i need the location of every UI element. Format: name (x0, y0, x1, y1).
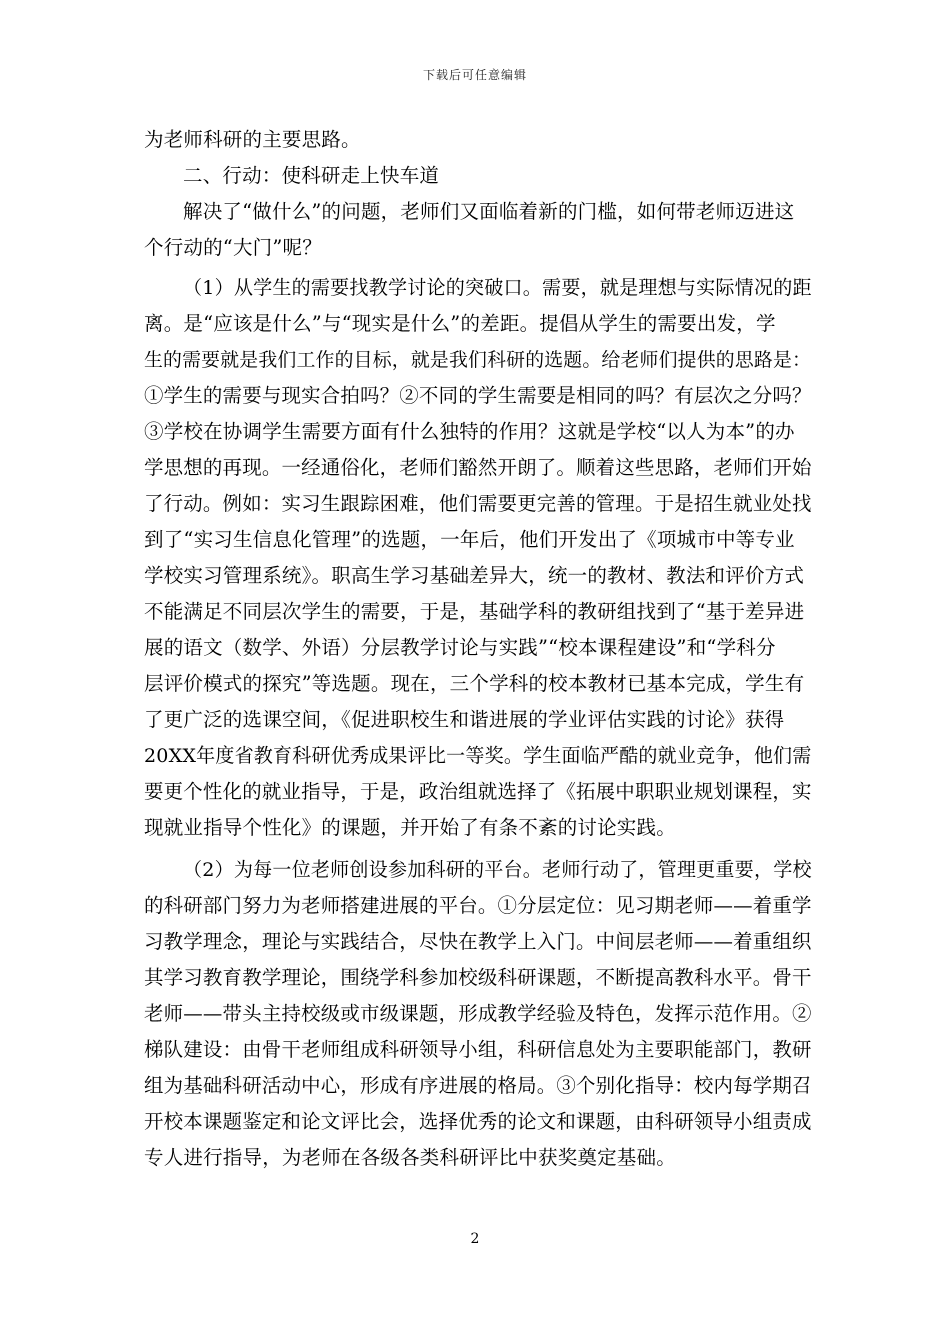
text-line: （2）为每一位老师创设参加科研的平台。老师行动了，管理更重要，学校 (183, 859, 812, 881)
text-line: 专人进行指导，为老师在各级各类科研评比中获奖奠定基础。 (144, 1146, 676, 1169)
text-line: 梯队建设：由骨干老师组成科研领导小组，科研信息处为主要职能部门，教研 (144, 1038, 812, 1061)
text-line: 了更广泛的选课空间，《促进职校生和谐进展的学业评估实践的讨论》获得 (144, 708, 785, 731)
text-line: 学校实习管理系统》。职高生学习基础差异大，统一的教材、教法和评价方式 (144, 564, 805, 587)
text-line: 20XX年度省教育科研优秀成果评比一等奖。学生面临严酷的就业竞争，他们需 (144, 745, 812, 767)
page-header: 下载后可任意编辑 (422, 68, 527, 82)
text-line: 为老师科研的主要思路。 (144, 128, 361, 151)
text-line: 解决了“做什么”的问题，老师们又面临着新的门槛，如何带老师迈进这 (183, 200, 795, 223)
text-line: 了行动。例如：实习生跟踪困难，他们需要更完善的管理。于是招生就业处找 (144, 492, 812, 515)
text-line: 学思想的再现。一经通俗化，老师们豁然开朗了。顺着这些思路，老师们开始 (144, 456, 812, 479)
text-line: 其学习教育教学理论，围绕学科参加校级科研课题，不断提高教科水平。骨干 (144, 966, 812, 989)
text-line: 要更个性化的就业指导，于是，政治组就选择了《拓展中职职业规划课程，实 (144, 780, 812, 803)
text-line: 个行动的“大门”呢？ (144, 236, 322, 259)
text-line: 不能满足不同层次学生的需要，于是，基础学科的教研组找到了“基于差异进 (144, 600, 805, 623)
text-line: 现就业指导个性化》的课题，并开始了有条不紊的讨论实践。 (144, 816, 676, 839)
text-line: 习教学理念，理论与实践结合，尽快在教学上入门。中间层老师——着重组织 (144, 930, 812, 953)
section-heading: 二、行动：使科研走上快车道 (183, 164, 440, 187)
page-number: 2 (470, 1231, 480, 1247)
text-line: 层评价模式的探究”等选题。现在，三个学科的校本教材已基本完成，学生有 (144, 672, 805, 695)
text-line: 的科研部门努力为老师搭建进展的平台。①分层定位：见习期老师——着重学 (144, 894, 812, 917)
text-line: 离。是“应该是什么”与“现实是什么”的差距。提倡从学生的需要出发，学 (144, 312, 776, 335)
text-line: ③学校在协调学生需要方面有什么独特的作用？这就是学校“以人为本”的办 (144, 420, 795, 443)
text-line: 生的需要就是我们工作的目标，就是我们科研的选题。给老师们提供的思路是： (144, 349, 812, 371)
text-line: 开校本课题鉴定和论文评比会，选择优秀的论文和课题，由科研领导小组责成 (144, 1110, 812, 1133)
text-line: 到了“实习生信息化管理”的选题，一年后，他们开发出了《项城市中等专业 (144, 528, 795, 551)
text-line: ①学生的需要与现实合拍吗？②不同的学生需要是相同的吗？有层次之分吗？ (144, 384, 812, 407)
text-line: （1）从学生的需要找教学讨论的突破口。需要，就是理想与实际情况的距 (183, 277, 812, 299)
text-line: 展的语文（数学、外语）分层教学讨论与实践”“校本课程建设”和“学科分 (144, 636, 776, 659)
text-line: 老师——带头主持校级或市级课题，形成教学经验及特色，发挥示范作用。② (144, 1002, 812, 1025)
text-line: 组为基础科研活动中心，形成有序进展的格局。③个别化指导：校内每学期召 (144, 1074, 812, 1097)
